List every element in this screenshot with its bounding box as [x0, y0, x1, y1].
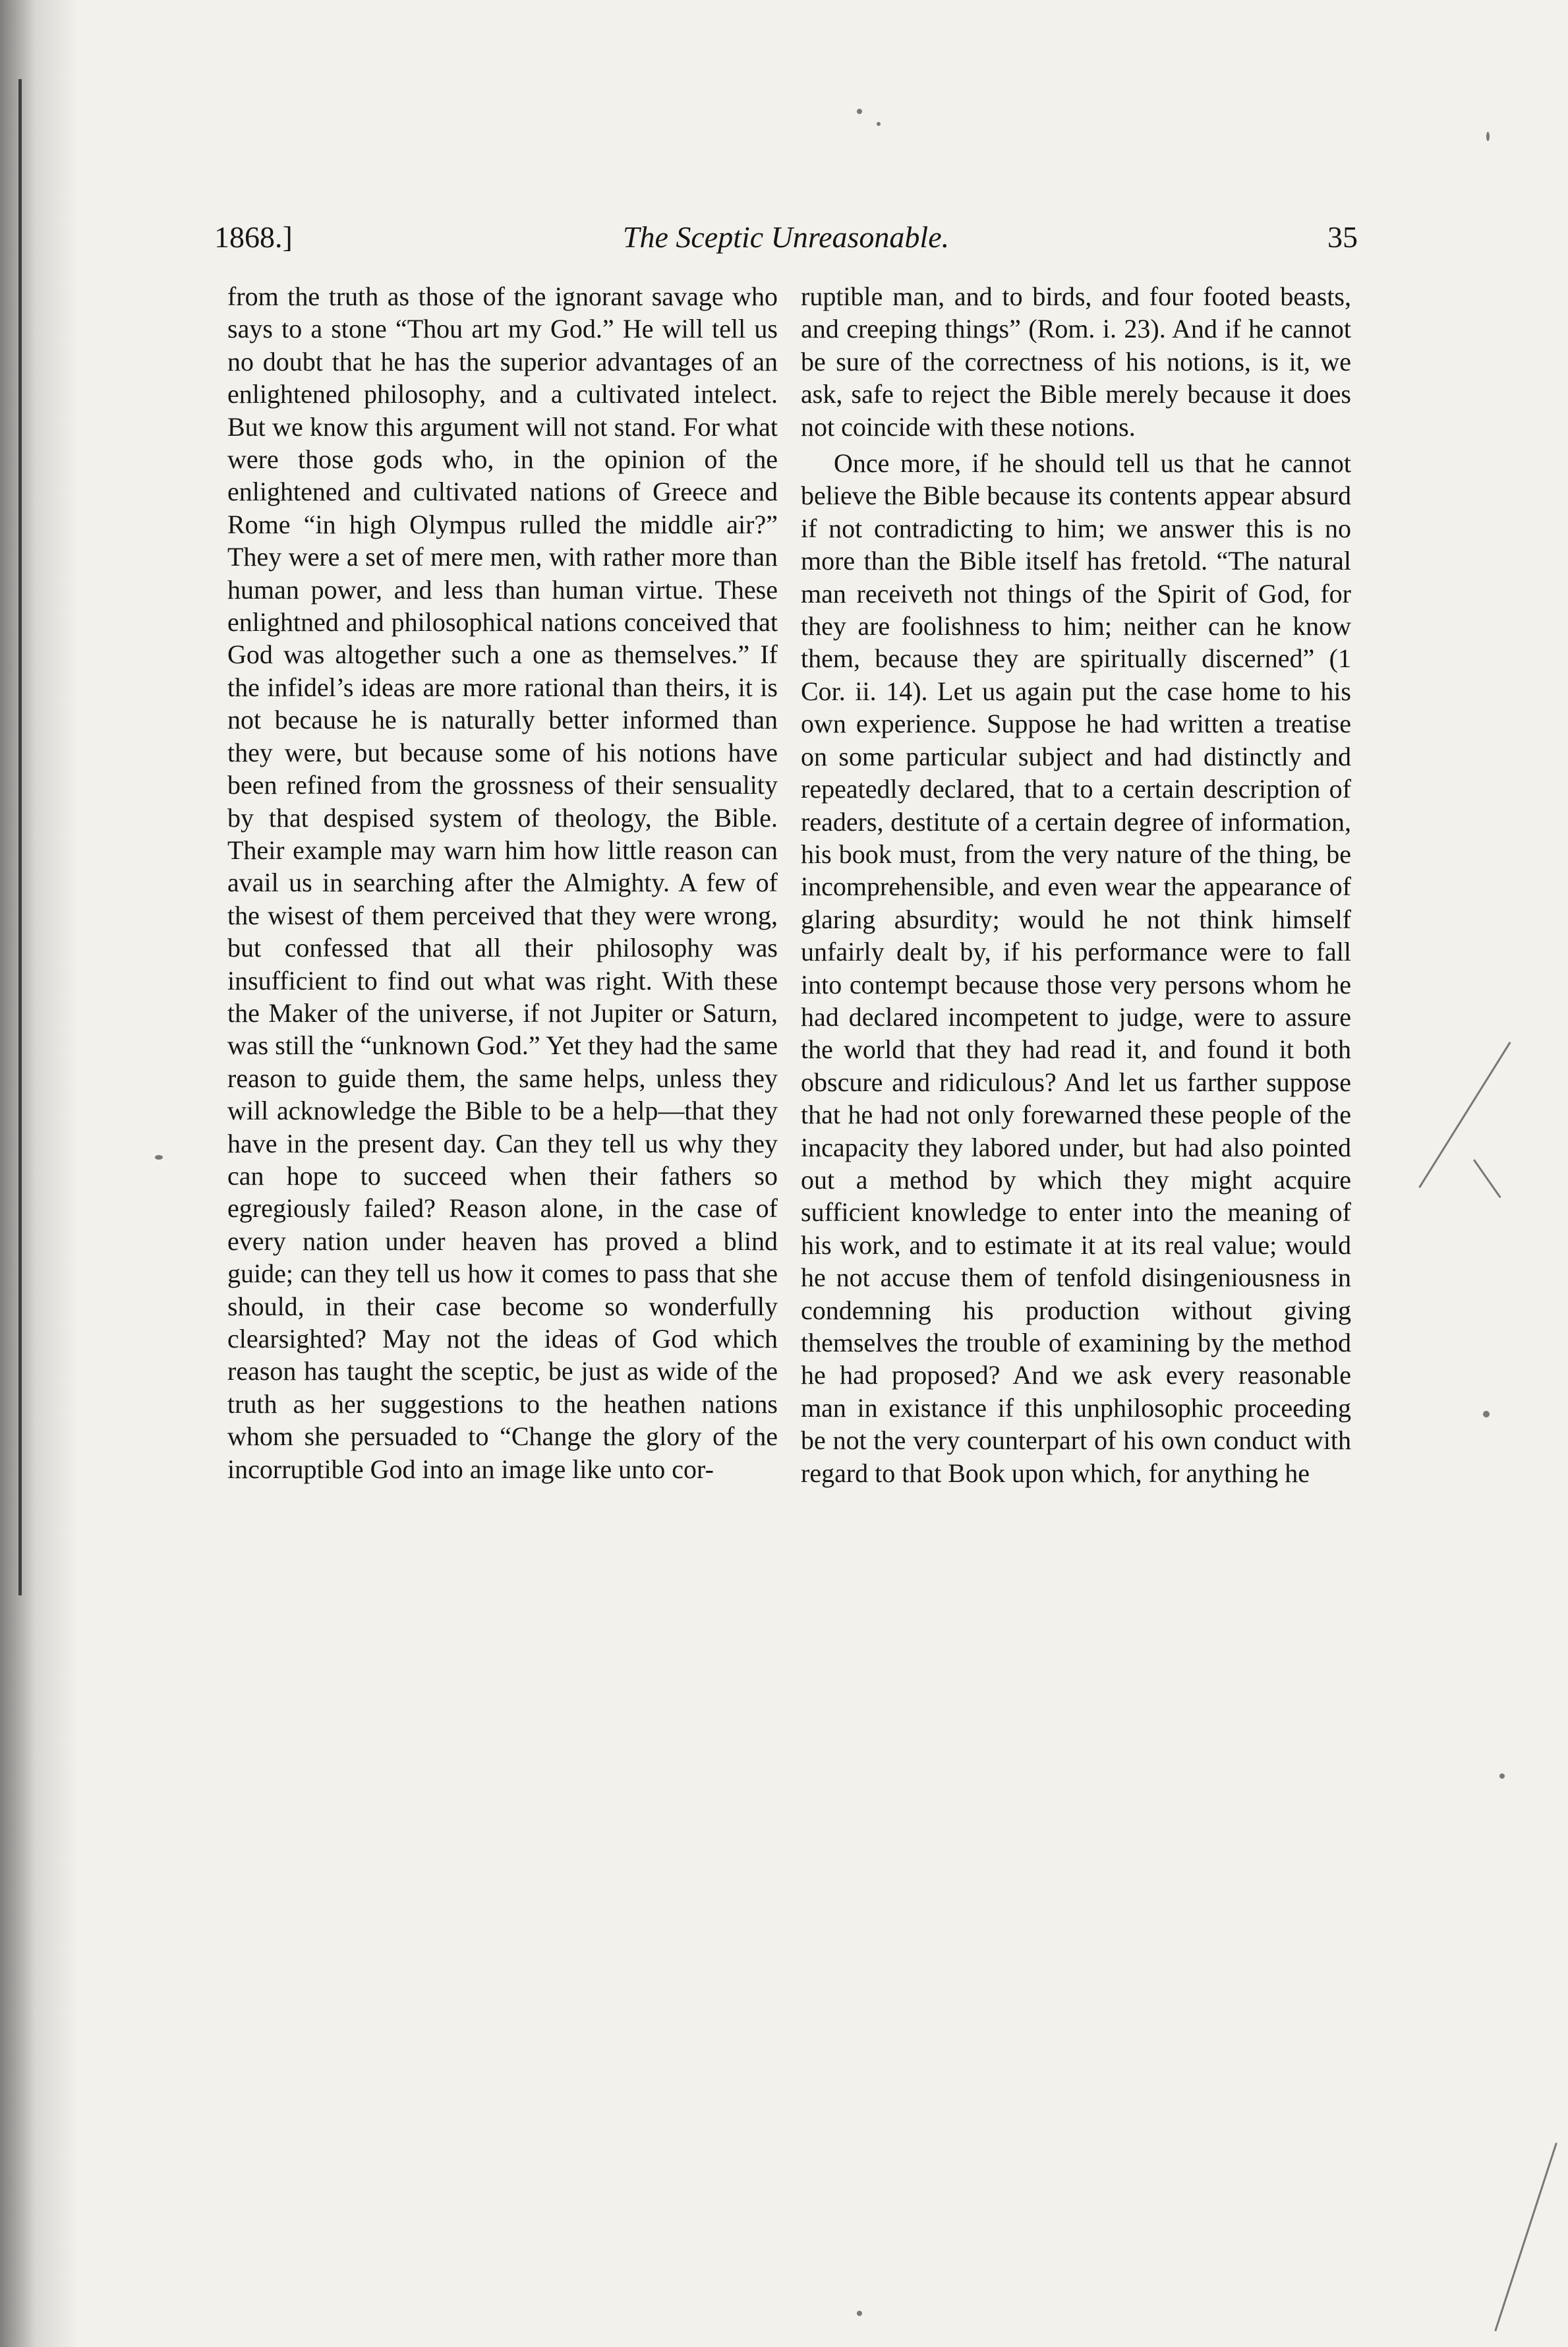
- scan-speck: [1483, 1411, 1490, 1417]
- margin-pencil-mark: [1418, 1042, 1511, 1188]
- scan-speck: [1486, 132, 1490, 141]
- running-header: [214, 214, 1358, 260]
- header-year: 1868.]: [214, 220, 293, 254]
- scan-speck: [857, 2311, 862, 2316]
- page-binding-shadow: [0, 0, 79, 2347]
- scan-speck: [1499, 1773, 1505, 1779]
- header-title: The Sceptic Unreasonable.: [622, 220, 950, 254]
- scan-speck: [857, 109, 862, 114]
- scan-speck: [155, 1155, 163, 1160]
- page-binding-edge: [18, 79, 22, 1595]
- paragraph: Once more, if he should tell us that he cannot believe the Bible because its contents appear absurd if not contradicting to him; we answer this is no more than the Bible itself has fretold. “The natural man receiveth not things of the Spirit of God, for they are foolishness to him; neither can he know them, because they are spiritually discerned” (1 Cor. ii. 14). Let us again put the case home to his own experience. Suppose he had written a treatise on some particular subject and had distinctly and repeatedly declared, that to a certain description of readers, destitute of a certain degree of information, his book must, from the very nature of the thing, be incomprehensible, and even wear the appearance of glaring absurdity; would he not think himself unfairly dealt by, if his performance were to fall into contempt because those very persons whom he had declared incompetent to judge, were to assure the world that they had read it, and found it both obscure and ridiculous? And let us farther suppose that he had not only forewarned these people of the incapacity they labored under, but had also pointed out a method by which they might acquire sufficient knowledge to enter into the meaning of his work, and to estimate it at its real value; would he not accuse them of tenfold disingeniousness in condemning his production without giving themselves the trouble of examining by the method he had proposed? And we ask every reasonable man in existance if this unphilosophic proceeding be not the very counterpart of his own conduct with regard to that Book upon which, for anything he: [801, 448, 1351, 1488]
- scan-speck: [877, 122, 881, 126]
- text-column-left: [227, 280, 778, 1485]
- page-number: 35: [1327, 220, 1358, 254]
- margin-pencil-mark: [1473, 1159, 1501, 1198]
- paragraph: ruptible man, and to birds, and four footed beasts, and creeping things” (Rom. i. 23). And if he cannot be sure of the correctness of his notions, is it, we ask, safe to reject the Bible merely because it does not coincide with these notions.: [801, 282, 1351, 442]
- paragraph: from the truth as those of the ignorant savage who says to a stone “Thou art my God.” He will tell us no doubt that he has the superior advantages of an enlightened philosophy, and a cultivated intelect. But we know this argument will not stand. For what were those gods who, in the opinion of the enlightened and cultivated nations of Greece and Rome “in high Olympus rulled the middle air?” They were a set of mere men, with rather more than human power, and less than human virtue. These enlightned and philosophical nations conceived that God was altogether such a one as themselves.” If the infidel’s ideas are more rational than theirs, it is not because he is naturally better informed than they were, but because some of his notions have been refined from the grossness of their sensuality by that despised system of theology, the Bible. Their example may warn him how little reason can avail us in searching after the Almighty. A few of the wisest of them perceived that they were wrong, but confessed that all their philosophy was insufficient to find out what was right. With these the Maker of the universe, if not Jupiter or Saturn, was still the “unknown God.” Yet they had the same reason to guide them, the same helps, unless they will acknowledge the Bible to be a help—that they have in the present day. Can they tell us why they can hope to succeed when their fathers so egregiously failed? Reason alone, in the case of every nation under heaven has proved a blind guide; can they tell us how it comes to pass that she should, in their case become so wonderfully clearsighted? May not the ideas of God which reason has taught the sceptic, be just as wide of the truth as her suggestions to the heathen nations whom she persuaded to “Change the glory of the incorruptible God into an image like unto cor-: [227, 282, 778, 1484]
- text-column-right: [801, 280, 1351, 1489]
- margin-pencil-mark: [1494, 2143, 1557, 2331]
